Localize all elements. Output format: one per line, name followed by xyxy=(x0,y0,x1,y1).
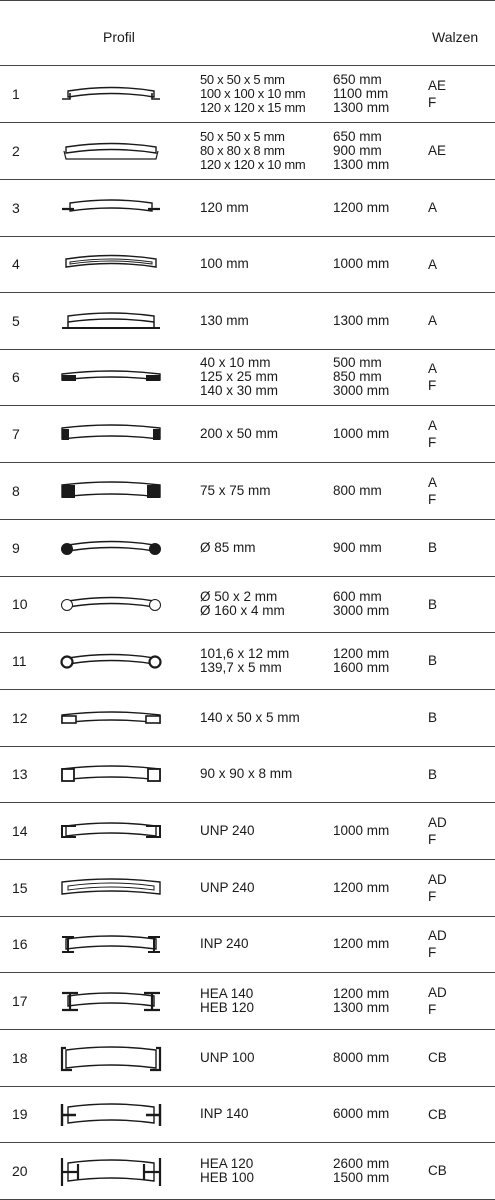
roller-type xyxy=(428,596,488,613)
profile-dimensions xyxy=(200,711,330,725)
profile-dimensions-line: 101,6 x 12 mm xyxy=(200,645,290,661)
profile-dimensions-line: 200 x 50 mm xyxy=(200,425,279,441)
min-bend-radius xyxy=(333,427,423,441)
profile-dimensions-line: HEB 100 xyxy=(200,1169,255,1185)
roller-type-line: AE xyxy=(428,77,447,93)
roller-type-line: A xyxy=(428,200,438,215)
flat-bar-flat-icon xyxy=(50,358,172,398)
roller-type xyxy=(428,814,488,848)
table-row xyxy=(0,180,495,237)
roller-type-line: F xyxy=(428,491,437,507)
profile-dimensions-line: 120 x 120 x 15 mm xyxy=(200,99,306,115)
table-row xyxy=(0,803,495,860)
square-bar-icon xyxy=(50,472,172,512)
roller-type-line: AD xyxy=(428,984,447,1000)
row-number: 4 xyxy=(12,256,20,272)
i-beam-upright-icon xyxy=(50,1095,172,1135)
table-row xyxy=(0,1143,495,1200)
profile-dimensions-line: Ø 50 x 2 mm xyxy=(200,589,278,604)
table-row xyxy=(0,577,495,633)
roller-type xyxy=(428,256,488,273)
roller-type xyxy=(428,142,488,159)
roller-type-line: B xyxy=(428,596,438,612)
row-number: 15 xyxy=(12,879,28,896)
roller-type-line: A xyxy=(428,361,438,376)
roller-type-line: A xyxy=(428,474,438,490)
roller-type-line: F xyxy=(428,945,437,960)
profile-dimensions-line: Ø 160 x 4 mm xyxy=(200,603,285,618)
min-bend-radius-line: 3000 mm xyxy=(333,603,390,618)
profile-dimensions-line: 140 x 30 mm xyxy=(200,383,279,398)
header-walzen: Walzen xyxy=(432,29,479,45)
roller-type-line: CB xyxy=(428,1106,447,1122)
min-bend-radius-line: 650 mm xyxy=(333,128,382,144)
profile-dimensions xyxy=(200,484,330,498)
min-bend-radius-line: 900 mm xyxy=(333,142,382,158)
profile-dimensions xyxy=(200,987,330,1015)
roller-type xyxy=(428,1106,488,1123)
roller-type-line: CB xyxy=(428,1050,447,1065)
roller-type-line: AD xyxy=(428,928,447,943)
min-bend-radius xyxy=(333,130,423,172)
roller-type xyxy=(428,474,488,508)
profile-dimensions-line: 140 x 50 x 5 mm xyxy=(200,709,300,725)
profile-dimensions-line: 100 x 100 x 10 mm xyxy=(200,85,306,101)
roller-type-line: F xyxy=(428,888,437,904)
min-bend-radius xyxy=(333,73,423,115)
row-number: 1 xyxy=(12,85,20,102)
tee-profile-stem-up-icon xyxy=(50,302,172,342)
roller-type-line: CB xyxy=(428,1163,447,1178)
roller-type xyxy=(428,199,488,216)
min-bend-radius xyxy=(333,314,423,328)
round-bar-icon xyxy=(50,529,172,569)
roller-type xyxy=(428,927,488,961)
min-bend-radius-line: 1000 mm xyxy=(333,256,390,271)
min-bend-radius xyxy=(333,937,423,951)
profile-dimensions-line: INP 140 xyxy=(200,1106,249,1121)
min-bend-radius xyxy=(333,590,423,618)
min-bend-radius xyxy=(333,1157,423,1185)
profile-dimensions xyxy=(200,257,330,271)
table-row xyxy=(0,917,495,973)
profile-dimensions-line: 125 x 25 mm xyxy=(200,369,279,384)
min-bend-radius xyxy=(333,201,423,215)
min-bend-radius xyxy=(333,824,423,838)
profile-dimensions-line: 130 mm xyxy=(200,312,249,328)
profile-dimensions-line: 75 x 75 mm xyxy=(200,482,271,498)
profile-dimensions xyxy=(200,201,330,215)
table-row xyxy=(0,66,495,123)
min-bend-radius xyxy=(333,647,423,675)
row-number: 10 xyxy=(12,596,28,612)
table-row xyxy=(0,350,495,406)
table-row xyxy=(0,293,495,350)
angle-profile-legs-out-icon xyxy=(50,75,172,115)
h-beam-upright-icon xyxy=(50,1152,172,1192)
header-profil: Profil xyxy=(103,29,135,45)
table-row xyxy=(0,860,495,917)
roller-type-line: AD xyxy=(428,814,447,830)
min-bend-radius-line: 1500 mm xyxy=(333,1169,390,1185)
roller-type xyxy=(428,312,488,329)
min-bend-radius-line: 1200 mm xyxy=(333,936,390,951)
min-bend-radius xyxy=(333,356,423,398)
flat-bar-edge-icon xyxy=(50,415,172,455)
profile-dimensions xyxy=(200,541,330,555)
profile-dimensions xyxy=(200,824,330,838)
profile-dimensions-line: Ø 85 mm xyxy=(200,539,256,555)
min-bend-radius-line: 1300 mm xyxy=(333,999,390,1015)
thin-tube-icon xyxy=(50,585,172,625)
profile-dimensions xyxy=(200,1107,330,1121)
table-row xyxy=(0,973,495,1030)
roller-type xyxy=(428,417,488,451)
tee-profile-flange-in-icon xyxy=(50,245,172,285)
channel-upright-icon xyxy=(50,1039,172,1079)
roller-type-line: F xyxy=(428,378,437,393)
row-number: 13 xyxy=(12,766,28,782)
row-number: 20 xyxy=(12,1162,28,1179)
profile-dimensions xyxy=(200,427,330,441)
min-bend-radius-line: 500 mm xyxy=(333,355,382,370)
roller-type xyxy=(428,1162,488,1179)
profile-dimensions xyxy=(200,590,330,618)
row-number: 2 xyxy=(12,142,20,159)
row-number: 17 xyxy=(12,992,28,1009)
profile-dimensions-line: 40 x 10 mm xyxy=(200,355,271,370)
roller-type-line: AD xyxy=(428,871,447,887)
min-bend-radius-line: 1300 mm xyxy=(333,156,390,172)
profile-dimensions-line: 90 x 90 x 8 mm xyxy=(200,766,293,781)
roller-type-line: B xyxy=(428,710,438,725)
roller-type-line: B xyxy=(428,540,438,555)
row-number: 18 xyxy=(12,1049,28,1066)
roller-type-line: A xyxy=(428,417,438,433)
min-bend-radius-line: 1200 mm xyxy=(333,985,390,1001)
row-number: 6 xyxy=(12,369,20,385)
row-number: 7 xyxy=(12,425,20,442)
min-bend-radius-line: 1000 mm xyxy=(333,822,390,838)
profile-dimensions-line: UNP 240 xyxy=(200,822,255,838)
table-row xyxy=(0,237,495,293)
min-bend-radius-line: 650 mm xyxy=(333,71,382,87)
profile-dimensions xyxy=(200,937,330,951)
profile-dimensions-line: 80 x 80 x 8 mm xyxy=(200,142,285,158)
profile-dimensions-line: UNP 100 xyxy=(200,1049,255,1065)
min-bend-radius-line: 1000 mm xyxy=(333,425,390,441)
min-bend-radius-line: 6000 mm xyxy=(333,1106,390,1121)
profile-dimensions xyxy=(200,647,330,675)
min-bend-radius xyxy=(333,1051,423,1065)
profile-dimensions xyxy=(200,356,330,398)
roller-type-line: B xyxy=(428,653,438,668)
row-number: 9 xyxy=(12,539,20,556)
roller-type xyxy=(428,984,488,1018)
angle-profile-legs-in-icon xyxy=(50,132,172,172)
roller-type xyxy=(428,360,488,394)
profile-dimensions-line: 120 mm xyxy=(200,199,249,215)
row-number: 8 xyxy=(12,482,20,499)
min-bend-radius-line: 2600 mm xyxy=(333,1155,390,1171)
min-bend-radius-line: 1200 mm xyxy=(333,645,390,661)
row-number: 14 xyxy=(12,822,28,839)
roller-type xyxy=(428,652,488,669)
roller-type-line: F xyxy=(428,94,437,110)
table-row xyxy=(0,633,495,690)
table-header xyxy=(0,0,495,66)
roller-type xyxy=(428,871,488,905)
profile-dimensions-line: 100 mm xyxy=(200,256,249,271)
roller-type-line: F xyxy=(428,1001,437,1017)
table-row xyxy=(0,747,495,803)
min-bend-radius-line: 1300 mm xyxy=(333,312,390,328)
min-bend-radius-line: 8000 mm xyxy=(333,1049,390,1065)
min-bend-radius-line: 1100 mm xyxy=(333,85,389,101)
profile-dimensions-line: 139,7 x 5 mm xyxy=(200,659,282,675)
roller-type xyxy=(428,766,488,783)
min-bend-radius-line: 1200 mm xyxy=(333,199,390,215)
table-row xyxy=(0,690,495,747)
profile-dimensions-line: 120 x 120 x 10 mm xyxy=(200,156,306,172)
row-number: 16 xyxy=(12,936,28,952)
profile-dimensions-line: 50 x 50 x 5 mm xyxy=(200,71,285,87)
roller-type-line: F xyxy=(428,831,437,847)
row-number: 3 xyxy=(12,199,20,216)
roller-type-line: F xyxy=(428,434,437,450)
min-bend-radius xyxy=(333,1107,423,1121)
h-beam-flat-icon xyxy=(50,982,172,1022)
min-bend-radius-line: 1300 mm xyxy=(333,99,390,115)
roller-type xyxy=(428,539,488,556)
row-number: 19 xyxy=(12,1106,28,1122)
rect-tube-flat-icon xyxy=(50,699,172,739)
min-bend-radius-line: 600 mm xyxy=(333,589,382,604)
row-number: 11 xyxy=(12,652,27,669)
roller-type xyxy=(428,1049,488,1066)
profile-dimensions xyxy=(200,130,330,172)
table-row xyxy=(0,520,495,577)
profile-dimensions xyxy=(200,767,330,781)
roller-type-line: B xyxy=(428,766,438,782)
min-bend-radius xyxy=(333,484,423,498)
min-bend-radius-line: 800 mm xyxy=(333,482,382,498)
roller-type-line: A xyxy=(428,313,438,328)
profile-dimensions-line: HEB 120 xyxy=(200,999,255,1015)
profile-dimensions-line: HEA 140 xyxy=(200,985,254,1001)
profile-dimensions xyxy=(200,314,330,328)
min-bend-radius xyxy=(333,987,423,1015)
roller-type-line: A xyxy=(428,256,438,272)
profile-dimensions xyxy=(200,1051,330,1065)
min-bend-radius xyxy=(333,541,423,555)
profile-dimensions xyxy=(200,881,330,895)
roller-type xyxy=(428,709,488,726)
table-row xyxy=(0,123,495,180)
profile-dimensions xyxy=(200,1157,330,1185)
profile-dimensions-line: 50 x 50 x 5 mm xyxy=(200,128,285,144)
roller-type-line: AE xyxy=(428,143,447,158)
table-row xyxy=(0,406,495,463)
table-row xyxy=(0,463,495,520)
min-bend-radius-line: 850 mm xyxy=(333,369,382,384)
min-bend-radius-line: 900 mm xyxy=(333,539,382,555)
row-number: 5 xyxy=(12,312,20,329)
roller-type xyxy=(428,77,488,111)
table-row xyxy=(0,1087,495,1143)
min-bend-radius-line: 1200 mm xyxy=(333,879,390,895)
table-row xyxy=(0,1030,495,1087)
min-bend-radius xyxy=(333,257,423,271)
min-bend-radius xyxy=(333,881,423,895)
profile-dimensions-line: INP 240 xyxy=(200,936,249,951)
row-number: 12 xyxy=(12,709,28,726)
i-beam-flat-icon xyxy=(50,925,172,965)
tee-profile-flange-out-icon xyxy=(50,189,172,229)
square-tube-icon xyxy=(50,755,172,795)
profile-dimensions-line: HEA 120 xyxy=(200,1155,254,1171)
profile-dimensions xyxy=(200,73,330,115)
profile-dimensions-line: UNP 240 xyxy=(200,879,255,895)
min-bend-radius-line: 3000 mm xyxy=(333,383,390,398)
min-bend-radius-line: 1600 mm xyxy=(333,659,390,675)
channel-flanges-in-icon xyxy=(50,869,172,909)
channel-flanges-out-icon xyxy=(50,812,172,852)
thick-tube-icon xyxy=(50,642,172,682)
